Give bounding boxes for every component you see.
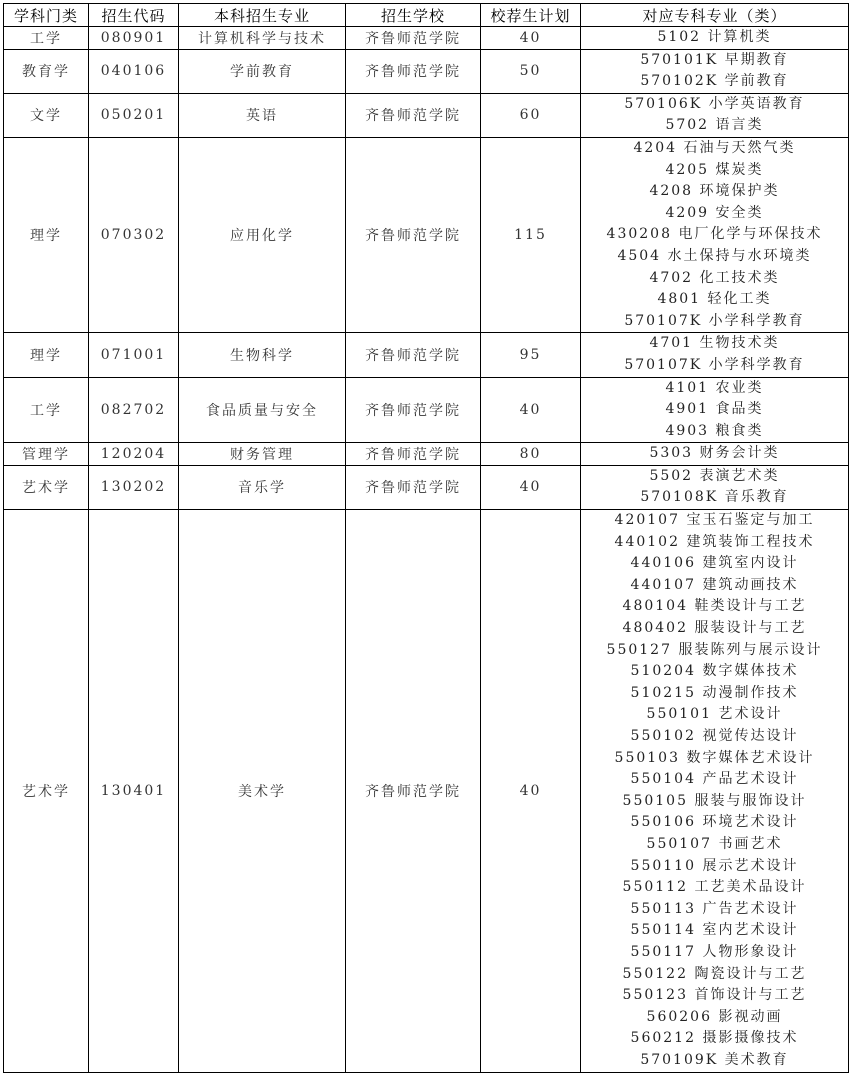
cell-diploma-majors	[581, 93, 849, 137]
diploma-major-item: 480402 服装设计与工艺	[622, 620, 807, 637]
diploma-major-item: 570106K 小学英语教育	[624, 95, 805, 112]
cell-category: 艺术学	[4, 510, 89, 1072]
diploma-major-item: 4208 环境保护类	[649, 183, 780, 200]
cell-plan: 60	[481, 93, 581, 137]
cell-major: 应用化学	[179, 137, 346, 332]
enrollment-table	[3, 3, 849, 1073]
diploma-major-item: 550113 广告艺术设计	[630, 900, 799, 917]
diploma-major-item: 4209 安全类	[665, 204, 764, 221]
diploma-major-item: 570107K 小学科学教育	[624, 356, 805, 373]
diploma-major-item: 570107K 小学科学教育	[624, 312, 805, 329]
cell-plan: 80	[481, 443, 581, 466]
cell-code: 120204	[89, 443, 179, 466]
table-row	[4, 137, 849, 332]
diploma-major-item: 550106 环境艺术设计	[630, 814, 799, 831]
diploma-major-item: 5502 表演艺术类	[649, 467, 780, 484]
diploma-major-item: 550110 展示艺术设计	[630, 857, 799, 874]
cell-category: 工学	[4, 377, 89, 443]
cell-category: 艺术学	[4, 465, 89, 509]
table-row	[4, 333, 849, 377]
cell-plan: 95	[481, 333, 581, 377]
table-row	[4, 510, 849, 1072]
diploma-major-item: 4504 水土保持与水环境类	[617, 247, 812, 264]
cell-school: 齐鲁师范学院	[346, 49, 481, 93]
cell-school: 齐鲁师范学院	[346, 27, 481, 50]
diploma-major-item: 550114 室内艺术设计	[630, 922, 799, 939]
diploma-major-item: 560212 摄影摄像技术	[630, 1030, 799, 1047]
table-row	[4, 465, 849, 509]
diploma-major-item: 570102K 学前教育	[640, 73, 789, 90]
cell-diploma-majors	[581, 443, 849, 466]
cell-school: 齐鲁师范学院	[346, 443, 481, 466]
diploma-major-item: 550105 服装与服饰设计	[622, 792, 807, 809]
diploma-major-item: 440106 建筑室内设计	[630, 555, 799, 572]
cell-major: 生物科学	[179, 333, 346, 377]
cell-code: 082702	[89, 377, 179, 443]
header-diploma-majors: 对应专科专业（类）	[581, 4, 849, 27]
cell-major: 食品质量与安全	[179, 377, 346, 443]
cell-diploma-majors	[581, 137, 849, 332]
diploma-major-item: 510215 动漫制作技术	[630, 684, 799, 701]
cell-category: 理学	[4, 333, 89, 377]
cell-code: 050201	[89, 93, 179, 137]
diploma-major-item: 560206 影视动画	[646, 1008, 783, 1025]
cell-school: 齐鲁师范学院	[346, 465, 481, 509]
cell-plan: 115	[481, 137, 581, 332]
diploma-major-item: 5702 语言类	[665, 117, 764, 134]
diploma-major-item: 550107 书画艺术	[646, 835, 783, 852]
cell-school: 齐鲁师范学院	[346, 510, 481, 1072]
header-plan: 校荐生计划	[481, 4, 581, 27]
diploma-major-item: 550122 陶瓷设计与工艺	[622, 965, 807, 982]
cell-major: 音乐学	[179, 465, 346, 509]
diploma-major-item: 4702 化工技术类	[649, 269, 780, 286]
diploma-major-item: 570101K 早期教育	[640, 51, 789, 68]
diploma-major-item: 440102 建筑装饰工程技术	[614, 533, 815, 550]
cell-plan: 40	[481, 465, 581, 509]
diploma-major-item: 550127 服装陈列与展示设计	[606, 641, 823, 658]
cell-code: 130401	[89, 510, 179, 1072]
cell-category: 文学	[4, 93, 89, 137]
table-row	[4, 27, 849, 50]
cell-diploma-majors	[581, 510, 849, 1072]
diploma-major-item: 420107 宝玉石鉴定与加工	[614, 512, 815, 529]
cell-plan: 40	[481, 27, 581, 50]
header-major: 本科招生专业	[179, 4, 346, 27]
cell-school: 齐鲁师范学院	[346, 93, 481, 137]
cell-major: 美术学	[179, 510, 346, 1072]
cell-category: 理学	[4, 137, 89, 332]
cell-major: 学前教育	[179, 49, 346, 93]
diploma-major-item: 550123 首饰设计与工艺	[622, 987, 807, 1004]
table-row	[4, 443, 849, 466]
diploma-major-item: 4901 食品类	[665, 401, 764, 418]
table-row	[4, 93, 849, 137]
table-row	[4, 49, 849, 93]
diploma-major-item: 550112 工艺美术品设计	[622, 879, 807, 896]
cell-code: 130202	[89, 465, 179, 509]
header-school: 招生学校	[346, 4, 481, 27]
cell-diploma-majors	[581, 377, 849, 443]
cell-diploma-majors	[581, 49, 849, 93]
diploma-major-item: 550101 艺术设计	[646, 706, 783, 723]
diploma-major-item: 5102 计算机类	[657, 29, 772, 45]
cell-code: 040106	[89, 49, 179, 93]
diploma-major-item: 570109K 美术教育	[640, 1051, 789, 1068]
cell-code: 080901	[89, 27, 179, 50]
cell-school: 齐鲁师范学院	[346, 333, 481, 377]
cell-code: 070302	[89, 137, 179, 332]
diploma-major-item: 5303 财务会计类	[649, 445, 780, 462]
cell-school: 齐鲁师范学院	[346, 377, 481, 443]
diploma-major-item: 570108K 音乐教育	[640, 489, 789, 506]
diploma-major-item: 510204 数字媒体技术	[630, 663, 799, 680]
diploma-major-item: 550104 产品艺术设计	[630, 771, 799, 788]
diploma-major-item: 4101 农业类	[665, 379, 764, 396]
cell-plan: 50	[481, 49, 581, 93]
diploma-major-item: 4903 粮食类	[665, 422, 764, 439]
header-row	[4, 4, 849, 27]
diploma-major-item: 430208 电厂化学与环保技术	[606, 226, 823, 243]
cell-school: 齐鲁师范学院	[346, 137, 481, 332]
header-code: 招生代码	[89, 4, 179, 27]
diploma-major-item: 480104 鞋类设计与工艺	[622, 598, 807, 615]
diploma-major-item: 550102 视觉传达设计	[630, 728, 799, 744]
cell-major: 财务管理	[179, 443, 346, 466]
table-row	[4, 377, 849, 443]
cell-diploma-majors	[581, 333, 849, 377]
diploma-major-item: 4701 生物技术类	[649, 335, 780, 352]
cell-major: 英语	[179, 93, 346, 137]
cell-plan: 40	[481, 510, 581, 1072]
diploma-major-item: 550117 人物形象设计	[630, 943, 799, 960]
cell-major: 计算机科学与技术	[179, 27, 346, 50]
cell-diploma-majors	[581, 27, 849, 50]
diploma-major-item: 4205 煤炭类	[665, 161, 764, 178]
diploma-major-item: 4204 石油与天然气类	[633, 139, 796, 156]
cell-plan: 40	[481, 377, 581, 443]
cell-diploma-majors	[581, 465, 849, 509]
cell-category: 工学	[4, 27, 89, 50]
header-category: 学科门类	[4, 4, 89, 27]
diploma-major-item: 440107 建筑动画技术	[630, 576, 799, 593]
cell-category: 教育学	[4, 49, 89, 93]
diploma-major-item: 4801 轻化工类	[657, 291, 772, 308]
cell-category: 管理学	[4, 443, 89, 466]
cell-code: 071001	[89, 333, 179, 377]
diploma-major-item: 550103 数字媒体艺术设计	[614, 749, 815, 766]
